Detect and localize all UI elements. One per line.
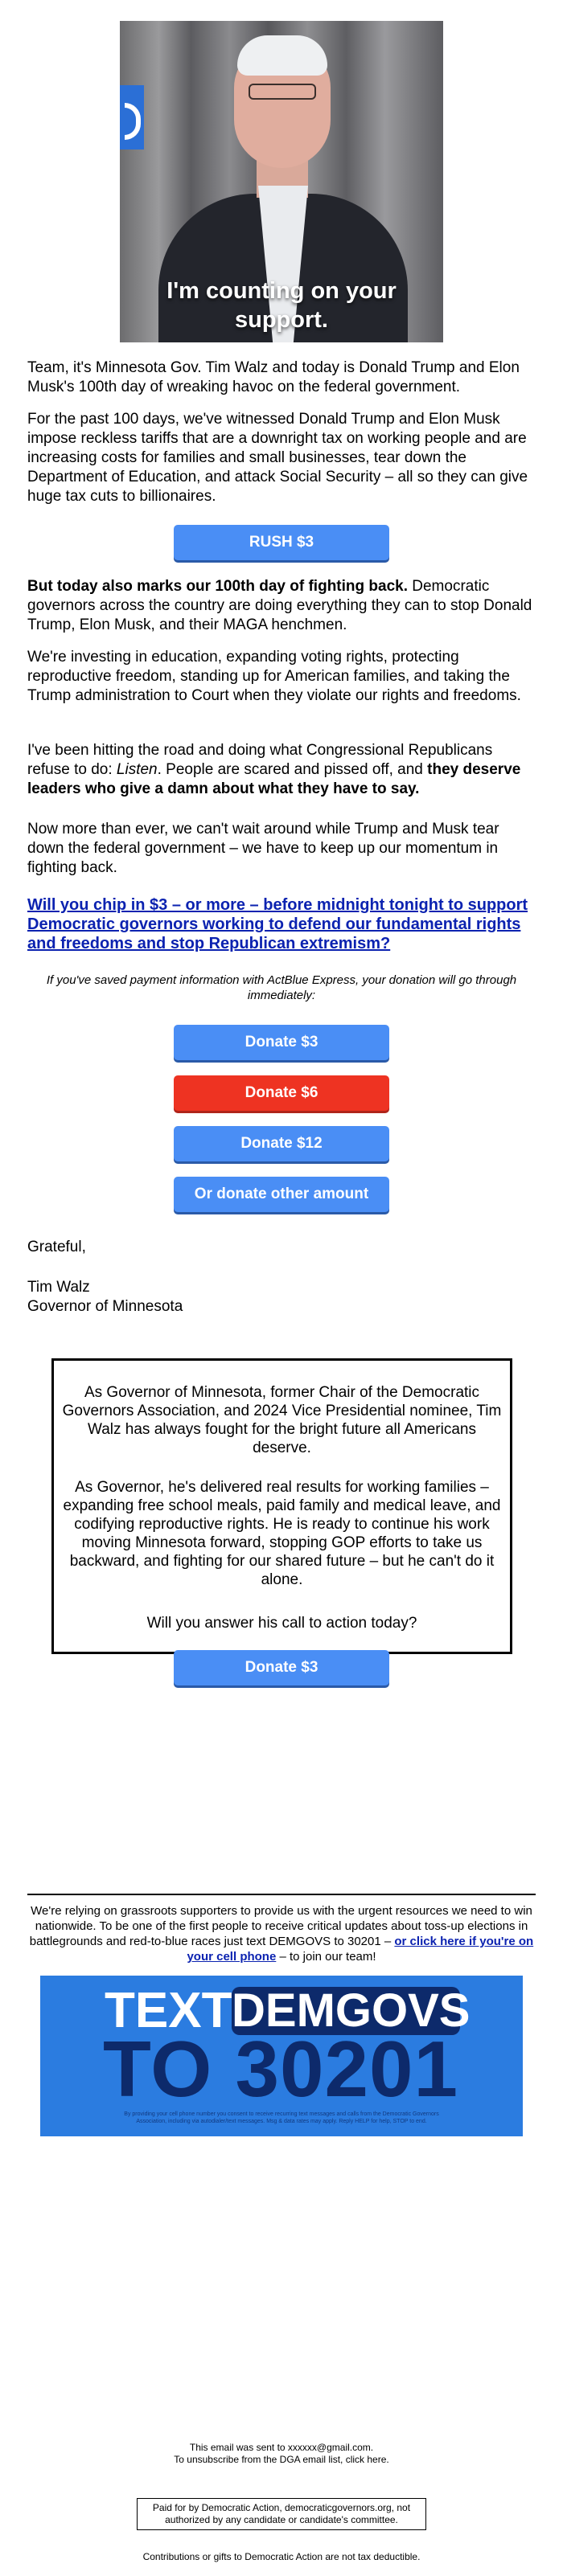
hero-caption-line-2: support.	[235, 307, 328, 333]
hero-video-still[interactable]	[120, 21, 443, 342]
signoff-name: Tim Walz	[27, 1279, 90, 1296]
grassroots-text-a: We're relying on grassroots supporters to provide us with the urgent resources we need to win nationwide. To be one of the first people to receive critical updates about toss-up elections in battlegrounds and red-to-blue races just text DEMGOVS to 30201 –	[29, 1904, 532, 1948]
banner-fine-print: By providing your cell phone number you consent to receive recurring text messages and calls from the Democratic Governors Association, including via autodialer/text messages. Msg & data rates may apply. Reply HELP for help, STOP to end.	[124, 2111, 439, 2124]
speaker-hair	[237, 35, 327, 76]
listening-bold: they deserve leaders who give a damn about what they have to say.	[27, 761, 521, 797]
listening-part-b: . People are scared and pissed off, and	[157, 761, 428, 778]
speaker-glasses	[249, 84, 316, 100]
banner-text-word: TEXT	[105, 1983, 232, 2038]
box-donate-3-button[interactable]: Donate $3	[174, 1650, 389, 1685]
sent-to-line: This email was sent to xxxxxx@gmail.com.	[189, 2442, 374, 2453]
paid-for-disclaimer: Paid for by Democratic Action, democraticgovernors.org, not authorized by any candidate or candidate's committee.	[137, 2498, 426, 2530]
tax-deductible-note: Contributions or gifts to Democratic Action are not tax deductible.	[142, 2551, 421, 2562]
investing-paragraph: We're investing in education, expanding voting rights, protecting reproductive freedom, standing up for American families, and taking the Trump administration to Court when they violate our rights and freedoms.	[27, 649, 521, 704]
dga-logo-fragment	[120, 85, 144, 149]
tariffs-paragraph: For the past 100 days, we've witnessed Donald Trump and Elon Musk impose reckless tariffs that are a downright tax on working people and are increasing costs for families and small businesses, tear down the Department of Education, and attack Social Security – all so they can give huge tax cuts to billionaires.	[27, 411, 528, 505]
banner-keyword: DEMGOVS	[232, 1984, 471, 2037]
fighting-back-bold: But today also marks our 100th day of fighting back.	[27, 578, 408, 595]
listening-part-a: I've been hitting the road and doing what Congressional Republicans refuse to do:	[27, 742, 493, 778]
results-paragraph: As Governor, he's delivered real results for working families – expanding free school meals, paid family and medical leave, and codifying reproductive rights. He is ready to continue his work moving Minnesota forward, stopping GOP efforts to take us backward, and fighting for our shared future – but he can't do it alone.	[63, 1479, 501, 1588]
listening-italic: Listen	[116, 761, 158, 778]
signoff-grateful: Grateful,	[27, 1239, 86, 1255]
text-demgovs-banner[interactable]	[40, 1976, 523, 2136]
listening-paragraph	[27, 741, 536, 799]
momentum-paragraph: Now more than ever, we can't wait around while Trump and Musk tear down the federal government – we have to keep up our momentum in fighting back.	[27, 821, 499, 876]
donate-12-button[interactable]: Donate $12	[174, 1126, 389, 1161]
actblue-express-note: If you've saved payment information with ActBlue Express, your donation will go through immediately:	[46, 973, 517, 1002]
chip-in-link[interactable]: Will you chip in $3 – or more – before midnight tonight to support Democratic governors working to defend our fundamental rights and freedoms and stop Republican extremism?	[27, 896, 528, 952]
grassroots-paragraph	[27, 1903, 536, 1964]
cell-phone-signup-link[interactable]: or click here if you're on your cell phone	[187, 1935, 534, 1964]
fighting-back-rest: Democratic governors across the country are doing everything they can to stop Donald Trump, Elon Musk, and their MAGA henchmen.	[27, 578, 532, 633]
donate-other-amount-button[interactable]: Or donate other amount	[174, 1177, 389, 1212]
bio-callout-box	[51, 1358, 512, 1654]
banner-shortcode: TO 30201	[103, 2025, 459, 2113]
fighting-back-paragraph	[27, 577, 536, 635]
intro-paragraph: Team, it's Minnesota Gov. Tim Walz and today is Donald Trump and Elon Musk's 100th day of wreaking havoc on the federal government.	[27, 359, 520, 395]
call-to-action-question: Will you answer his call to action today?	[146, 1615, 417, 1632]
bio-paragraph: As Governor of Minnesota, former Chair of the Democratic Governors Association, and 2024 Vice Presidential nominee, Tim Walz has always fought for the bright future all Americans deserve.	[62, 1384, 502, 1456]
grassroots-text-b: – to join our team!	[276, 1950, 376, 1964]
hero-caption-line-1: I'm counting on your	[166, 278, 397, 304]
unsubscribe-link[interactable]: To unsubscribe from the DGA email list, click here.	[174, 2454, 389, 2465]
donate-3-button[interactable]: Donate $3	[174, 1025, 389, 1060]
section-divider	[27, 1894, 536, 1895]
signoff-title: Governor of Minnesota	[27, 1298, 183, 1315]
donate-6-button[interactable]: Donate $6	[174, 1075, 389, 1111]
rush-3-button[interactable]: RUSH $3	[174, 525, 389, 560]
hero-caption	[120, 276, 443, 334]
